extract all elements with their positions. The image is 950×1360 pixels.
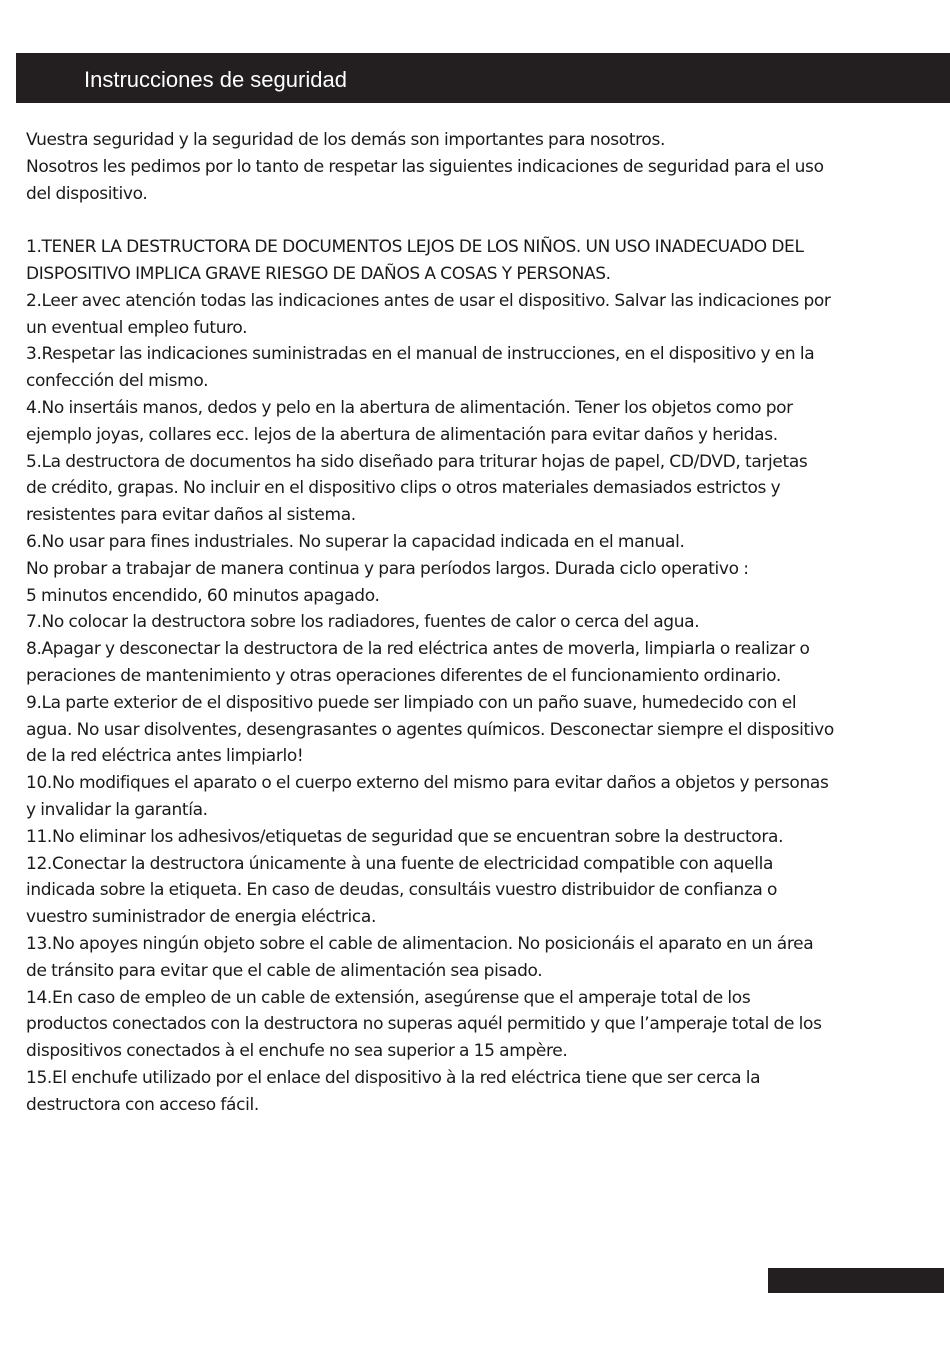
instruction-line: de crédito, grapas. No incluir en el dispositivo clips o otros materiales demasiados estrictos y [26, 478, 781, 499]
instruction-line: 8.Apagar y desconectar la destructora de la red eléctrica antes de moverla, limpiarla o realizar o [26, 639, 810, 660]
instruction-line: 13.No apoyes ningún objeto sobre el cable de alimentacion. No posicionáis el aparato en un área [26, 933, 814, 954]
instruction-line: 7.No colocar la destructora sobre los radiadores, fuentes de calor o cerca del agua. [26, 612, 700, 633]
instruction-line: DISPOSITIVO IMPLICA GRAVE RIESGO DE DAÑOS A COSAS Y PERSONAS. [26, 263, 611, 284]
instruction-line: resistentes para evitar daños al sistema. [26, 505, 356, 526]
instruction-line: 5.La destructora de documentos ha sido diseñado para triturar hojas de papel, CD/DVD, tarjetas [26, 451, 808, 472]
instruction-line: 9.La parte exterior de el dispositivo puede ser limpiado con un paño suave, humedecido con el [26, 692, 797, 713]
instruction-line: dispositivos conectados à el enchufe no sea superior a 15 ampère. [26, 1041, 568, 1062]
instruction-line: 6.No usar para fines industriales. No superar la capacidad indicada en el manual. [26, 531, 685, 552]
intro-line: del dispositivo. [26, 183, 148, 204]
instruction-line: agua. No usar disolventes, desengrasantes o agentes químicos. Desconectar siempre el dispositivo [26, 719, 834, 740]
instruction-line: y invalidar la garantía. [26, 799, 208, 820]
instruction-line: de tránsito para evitar que el cable de alimentación sea pisado. [26, 960, 543, 981]
instruction-line: No probar a trabajar de manera continua y para períodos largos. Durada ciclo operativo : [26, 558, 749, 579]
safety-instructions-text [26, 127, 938, 1118]
instruction-line: productos conectados con la destructora no superas aquél permitido y que l’amperaje total de los [26, 1014, 822, 1035]
instruction-line: 1.TENER LA DESTRUCTORA DE DOCUMENTOS LEJOS DE LOS NIÑOS. UN USO INADECUADO DEL [26, 237, 804, 258]
instruction-line: 14.En caso de empleo de un cable de extensión, asegúrense que el amperaje total de los [26, 987, 751, 1008]
instruction-line: 15.El enchufe utilizado por el enlace del dispositivo à la red eléctrica tiene que ser cerca la [26, 1067, 761, 1088]
instruction-line: 11.No eliminar los adhesivos/etiquetas de seguridad que se encuentran sobre la destructora. [26, 826, 784, 847]
instruction-line: 2.Leer avec atención todas las indicaciones antes de usar el dispositivo. Salvar las indicaciones por [26, 290, 831, 311]
instruction-line: confección del mismo. [26, 371, 209, 392]
intro-line: Nosotros les pedimos por lo tanto de respetar las siguientes indicaciones de seguridad para el uso [26, 156, 824, 177]
instruction-line: 12.Conectar la destructora únicamente à una fuente de electricidad compatible con aquella [26, 853, 774, 874]
instruction-line: peraciones de mantenimiento y otras operaciones diferentes de el funcionamiento ordinario. [26, 665, 781, 686]
instruction-list [26, 234, 938, 1118]
instruction-line: 5 minutos encendido, 60 minutos apagado. [26, 585, 380, 606]
instruction-line: de la red eléctrica antes limpiarlo! [26, 746, 304, 767]
section-header-bar [16, 53, 950, 103]
instruction-line: un eventual empleo futuro. [26, 317, 248, 338]
instruction-line: ejemplo joyas, collares ecc. lejos de la abertura de alimentación para evitar daños y heridas. [26, 424, 778, 445]
instruction-line: vuestro suministrador de energia eléctrica. [26, 907, 377, 928]
page-title: Instrucciones de seguridad [84, 67, 347, 92]
instruction-line: 3.Respetar las indicaciones suministradas en el manual de instrucciones, en el dispositivo y en la [26, 344, 815, 365]
instruction-line: destructora con acceso fácil. [26, 1094, 259, 1115]
paragraph-spacer [26, 207, 938, 234]
instruction-line: 10.No modifiques el aparato o el cuerpo externo del mismo para evitar daños a objetos y personas [26, 773, 829, 794]
intro-line: Vuestra seguridad y la seguridad de los demás son importantes para nosotros. [26, 130, 666, 150]
instruction-line: indicada sobre la etiqueta. En caso de deudas, consultáis vuestro distribuidor de confianza o [26, 880, 778, 901]
instruction-line: 4.No insertáis manos, dedos y pelo en la abertura de alimentación. Tener los objetos como por [26, 397, 793, 418]
footer-bar [768, 1268, 944, 1293]
